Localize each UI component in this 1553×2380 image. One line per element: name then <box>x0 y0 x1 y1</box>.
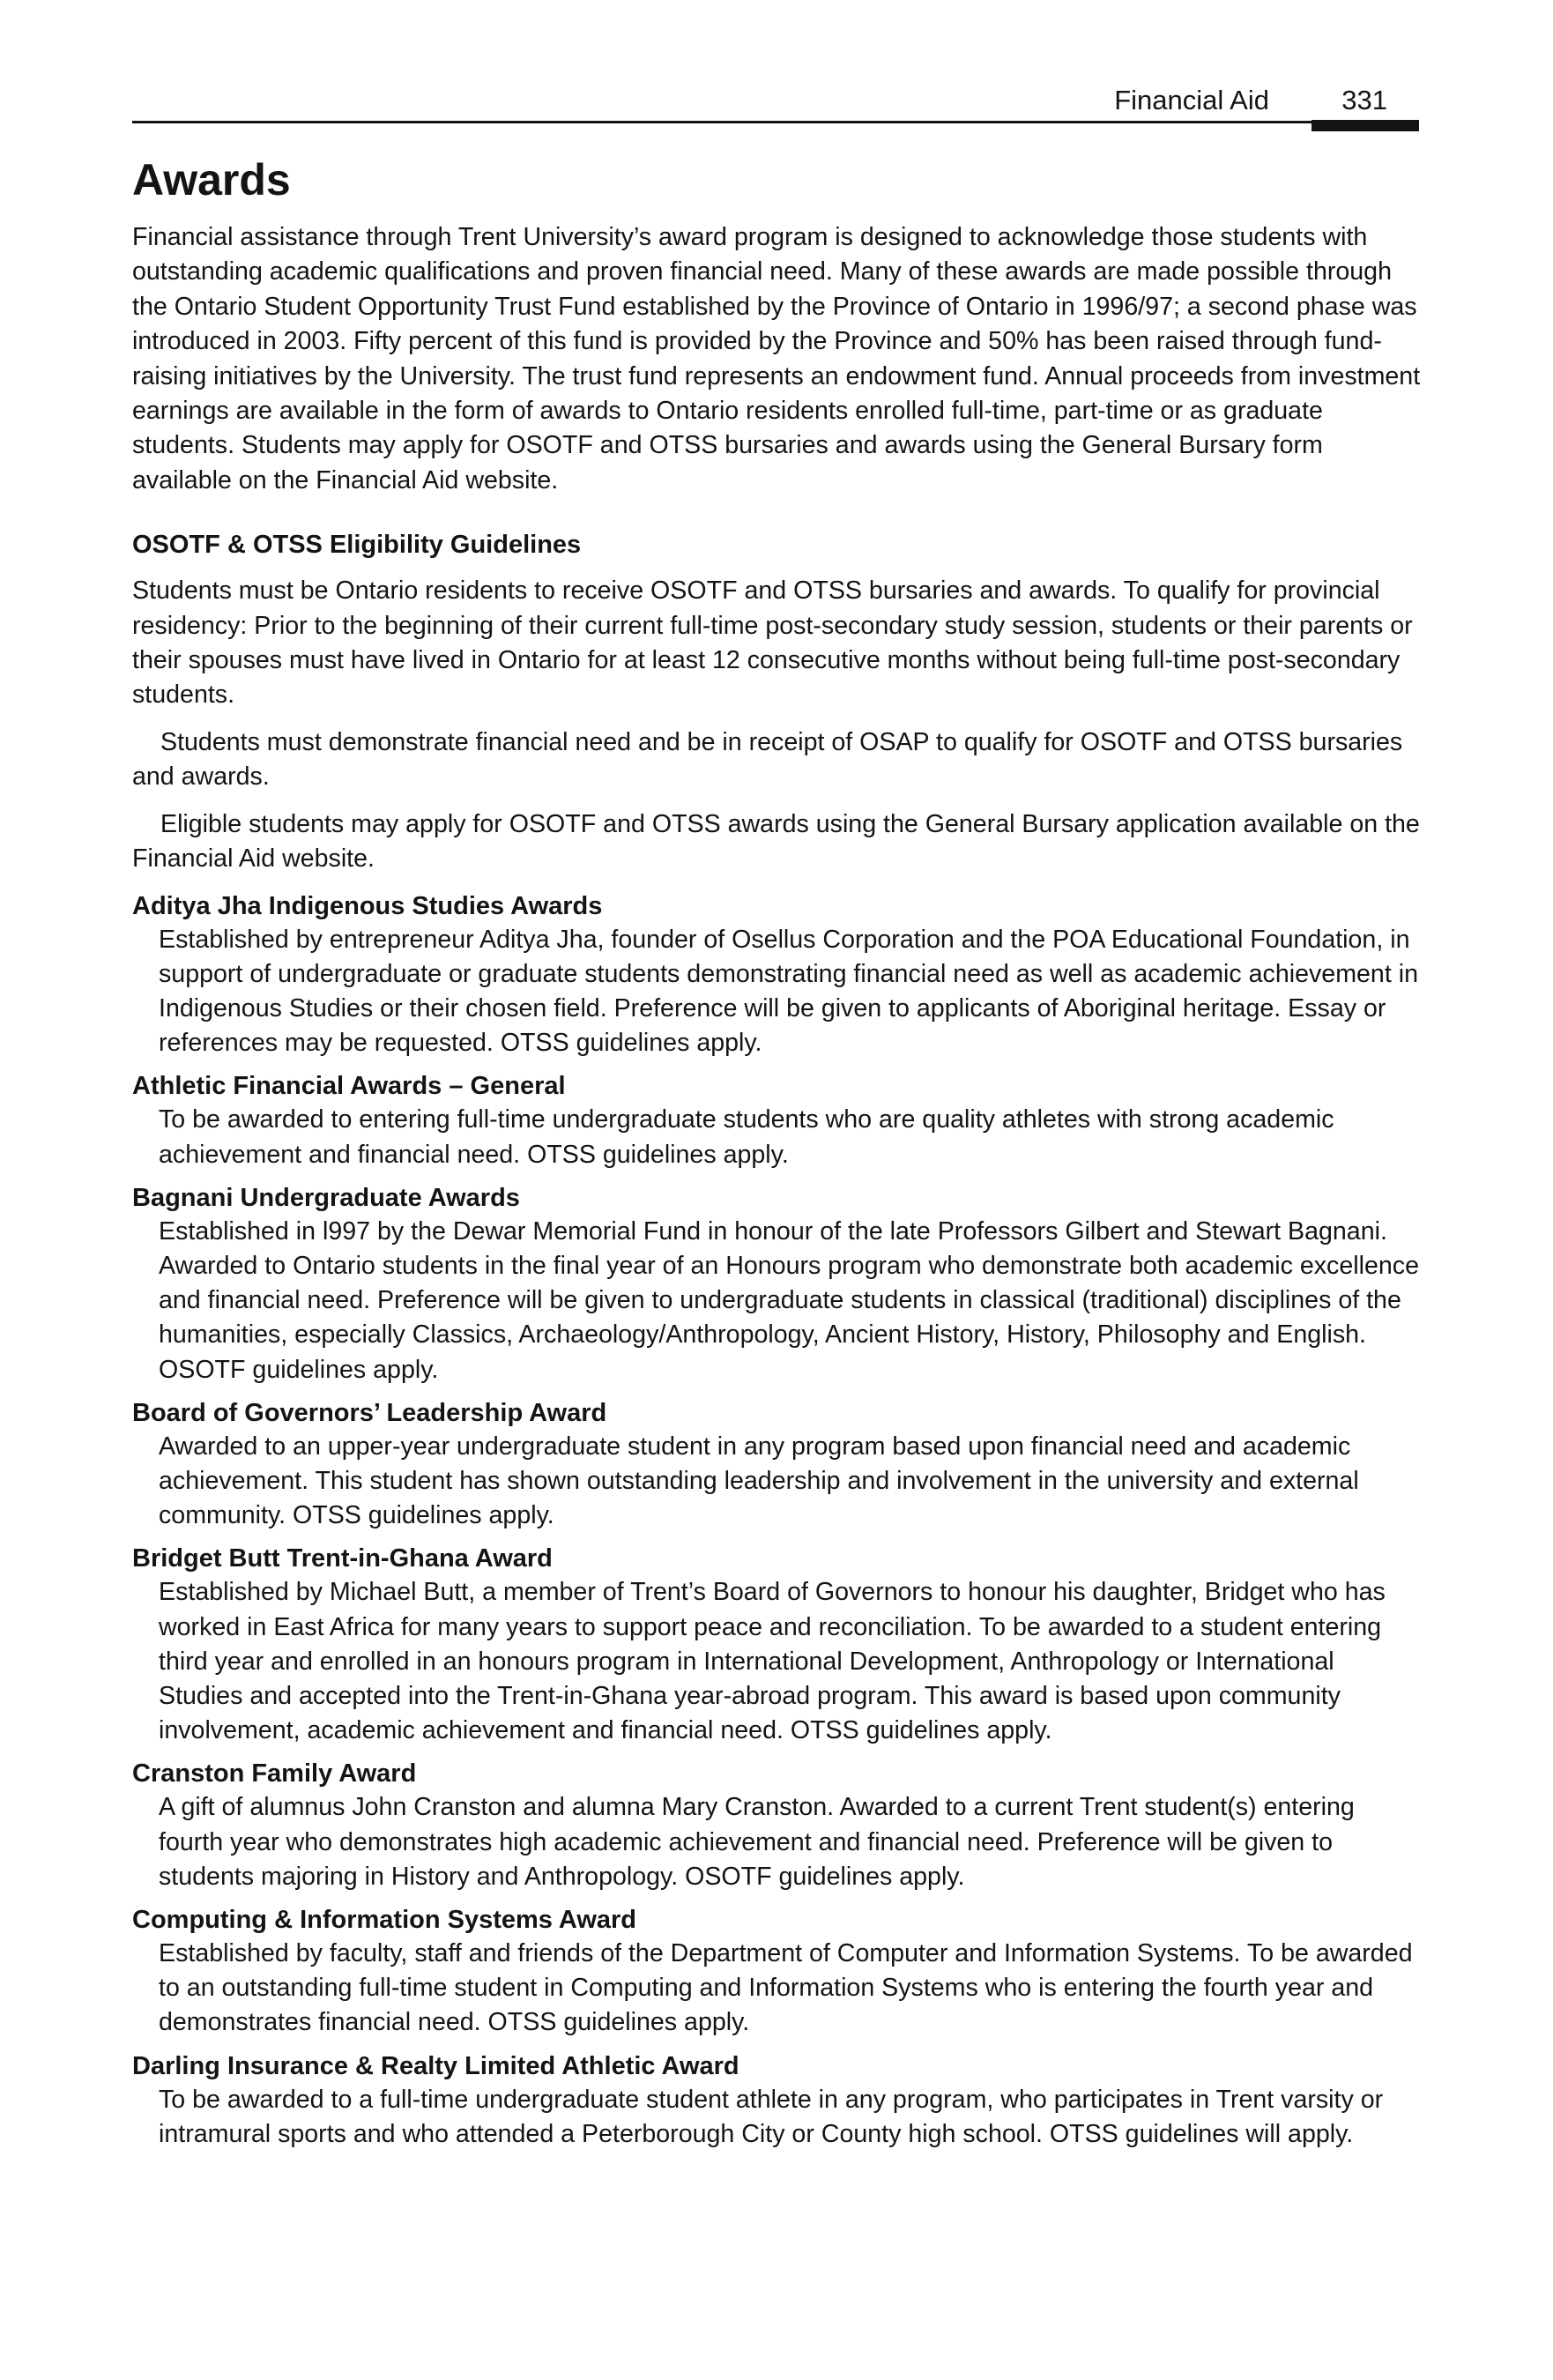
header-tab-bar <box>1312 120 1419 131</box>
award-entry <box>132 1903 1423 2041</box>
award-description: A gift of alumnus John Cranston and alumna Mary Cranston. Awarded to a current Trent student(s) entering fourth year who demonstrates high academic achievement and financial need. Preference will be given to students majoring in History and Anthropology. OSOTF guidelines apply. <box>159 1793 1355 1891</box>
page-content <box>132 152 1423 2161</box>
award-title: Bagnani Undergraduate Awards <box>132 1183 520 1212</box>
header-rule <box>132 121 1419 123</box>
award-description: Established by faculty, staff and friends of the Department of Computer and Information Systems. To be awarded to an outstanding full-time student in Computing and Information Systems who is entering the fourth year and demonstrates financial need. OTSS guidelines apply. <box>159 1938 1413 2037</box>
award-title: Board of Governors’ Leadership Award <box>132 1398 607 1427</box>
award-title: Athletic Financial Awards – General <box>132 1072 566 1101</box>
award-entry <box>132 1181 1423 1387</box>
award-title: Aditya Jha Indigenous Studies Awards <box>132 891 603 920</box>
award-description: To be awarded to entering full-time undergraduate students who are quality athletes with strong academic achievement and financial need. OTSS guidelines apply. <box>159 1105 1334 1169</box>
award-description: Established by Michael Butt, a member of Trent’s Board of Governors to honour his daughter, Bridget who has worked in East Africa for many years to support peace and reconciliation. To be awarded to a student entering third year and enrolled in an honours program in International Development, Anthropology or International Studies and accepted into the Trent-in-Ghana year-abroad program. This award is based upon community involvement, academic achievement and financial need. OTSS guidelines apply. <box>159 1578 1386 1745</box>
award-entry <box>132 1396 1423 1534</box>
running-header-section: Financial Aid <box>1114 85 1269 115</box>
page-header <box>132 85 1419 122</box>
award-title: Darling Insurance & Realty Limited Athletic Award <box>132 2051 739 2080</box>
guidelines-paragraph-1: Students must be Ontario residents to receive OSOTF and OTSS bursaries and awards. To qualify for provincial residency: Prior to the beginning of their current full-time post-secondary study session, students or their parents or their spouses must have lived in Ontario for at least 12 consecutive months without being full-time post-secondary students. <box>132 576 1413 710</box>
page-title: Awards <box>132 155 291 205</box>
award-description: Established by entrepreneur Aditya Jha, founder of Osellus Corporation and the POA Educational Foundation, in support of undergraduate or graduate students demonstrating financial need as well as academic achievement in Indigenous Studies or their chosen field. Preference will be given to applicants of Aboriginal heritage. Essay or references may be requested. OTSS guidelines apply. <box>159 925 1418 1058</box>
award-description: To be awarded to a full-time undergraduate student athlete in any program, who participates in Trent varsity or intramural sports and who attended a Peterborough City or County high school. OTSS guidelines will apply. <box>159 2085 1384 2148</box>
award-entry <box>132 2049 1423 2152</box>
award-entry <box>132 1757 1423 1894</box>
intro-paragraph: Financial assistance through Trent University’s award program is designed to acknowledge those students with outstanding academic qualifications and proven financial need. Many of these awards are made possible through the Ontario Student Opportunity Trust Fund established by the Province of Ontario in 1996/97; a second phase was introduced in 2003. Fifty percent of this fund is provided by the Province and 50% has been raised through fund-raising initiatives by the University. The trust fund represents an endowment fund. Annual proceeds from investment earnings are available in the form of awards to Ontario residents enrolled full-time, part-time or as graduate students. Students may apply for OSOTF and OTSS bursaries and awards using the General Bursary form available on the Financial Aid website. <box>132 223 1421 495</box>
award-entry <box>132 1069 1423 1171</box>
guidelines-paragraph-2: Students must demonstrate financial need and be in receipt of OSAP to qualify for OSOTF and OTSS bursaries and awards. <box>132 727 1403 792</box>
award-description: Awarded to an upper-year undergraduate student in any program based upon financial need and academic achievement. This student has shown outstanding leadership and involvement in the university and external community. OTSS guidelines apply. <box>159 1432 1359 1530</box>
award-entry <box>132 1542 1423 1748</box>
award-title: Computing & Information Systems Award <box>132 1905 636 1934</box>
award-title: Bridget Butt Trent-in-Ghana Award <box>132 1544 553 1573</box>
award-entry <box>132 889 1423 1061</box>
guidelines-paragraph-3: Eligible students may apply for OSOTF and OTSS awards using the General Bursary application available on the Financial Aid website. <box>132 809 1420 874</box>
award-title: Cranston Family Award <box>132 1759 417 1789</box>
award-description: Established in l997 by the Dewar Memorial Fund in honour of the late Professors Gilbert and Stewart Bagnani. Awarded to Ontario students in the final year of an Honours program who demonstrate both academic excellence and financial need. Preference will be given to undergraduate students in classical (traditional) disciplines of the humanities, especially Classics, Archaeology/Anthropology, Ancient History, History, Philosophy and English. OSOTF guidelines apply. <box>159 1216 1419 1384</box>
page-number: 331 <box>1341 85 1387 115</box>
guidelines-heading: OSOTF & OTSS Eligibility Guidelines <box>132 531 582 560</box>
